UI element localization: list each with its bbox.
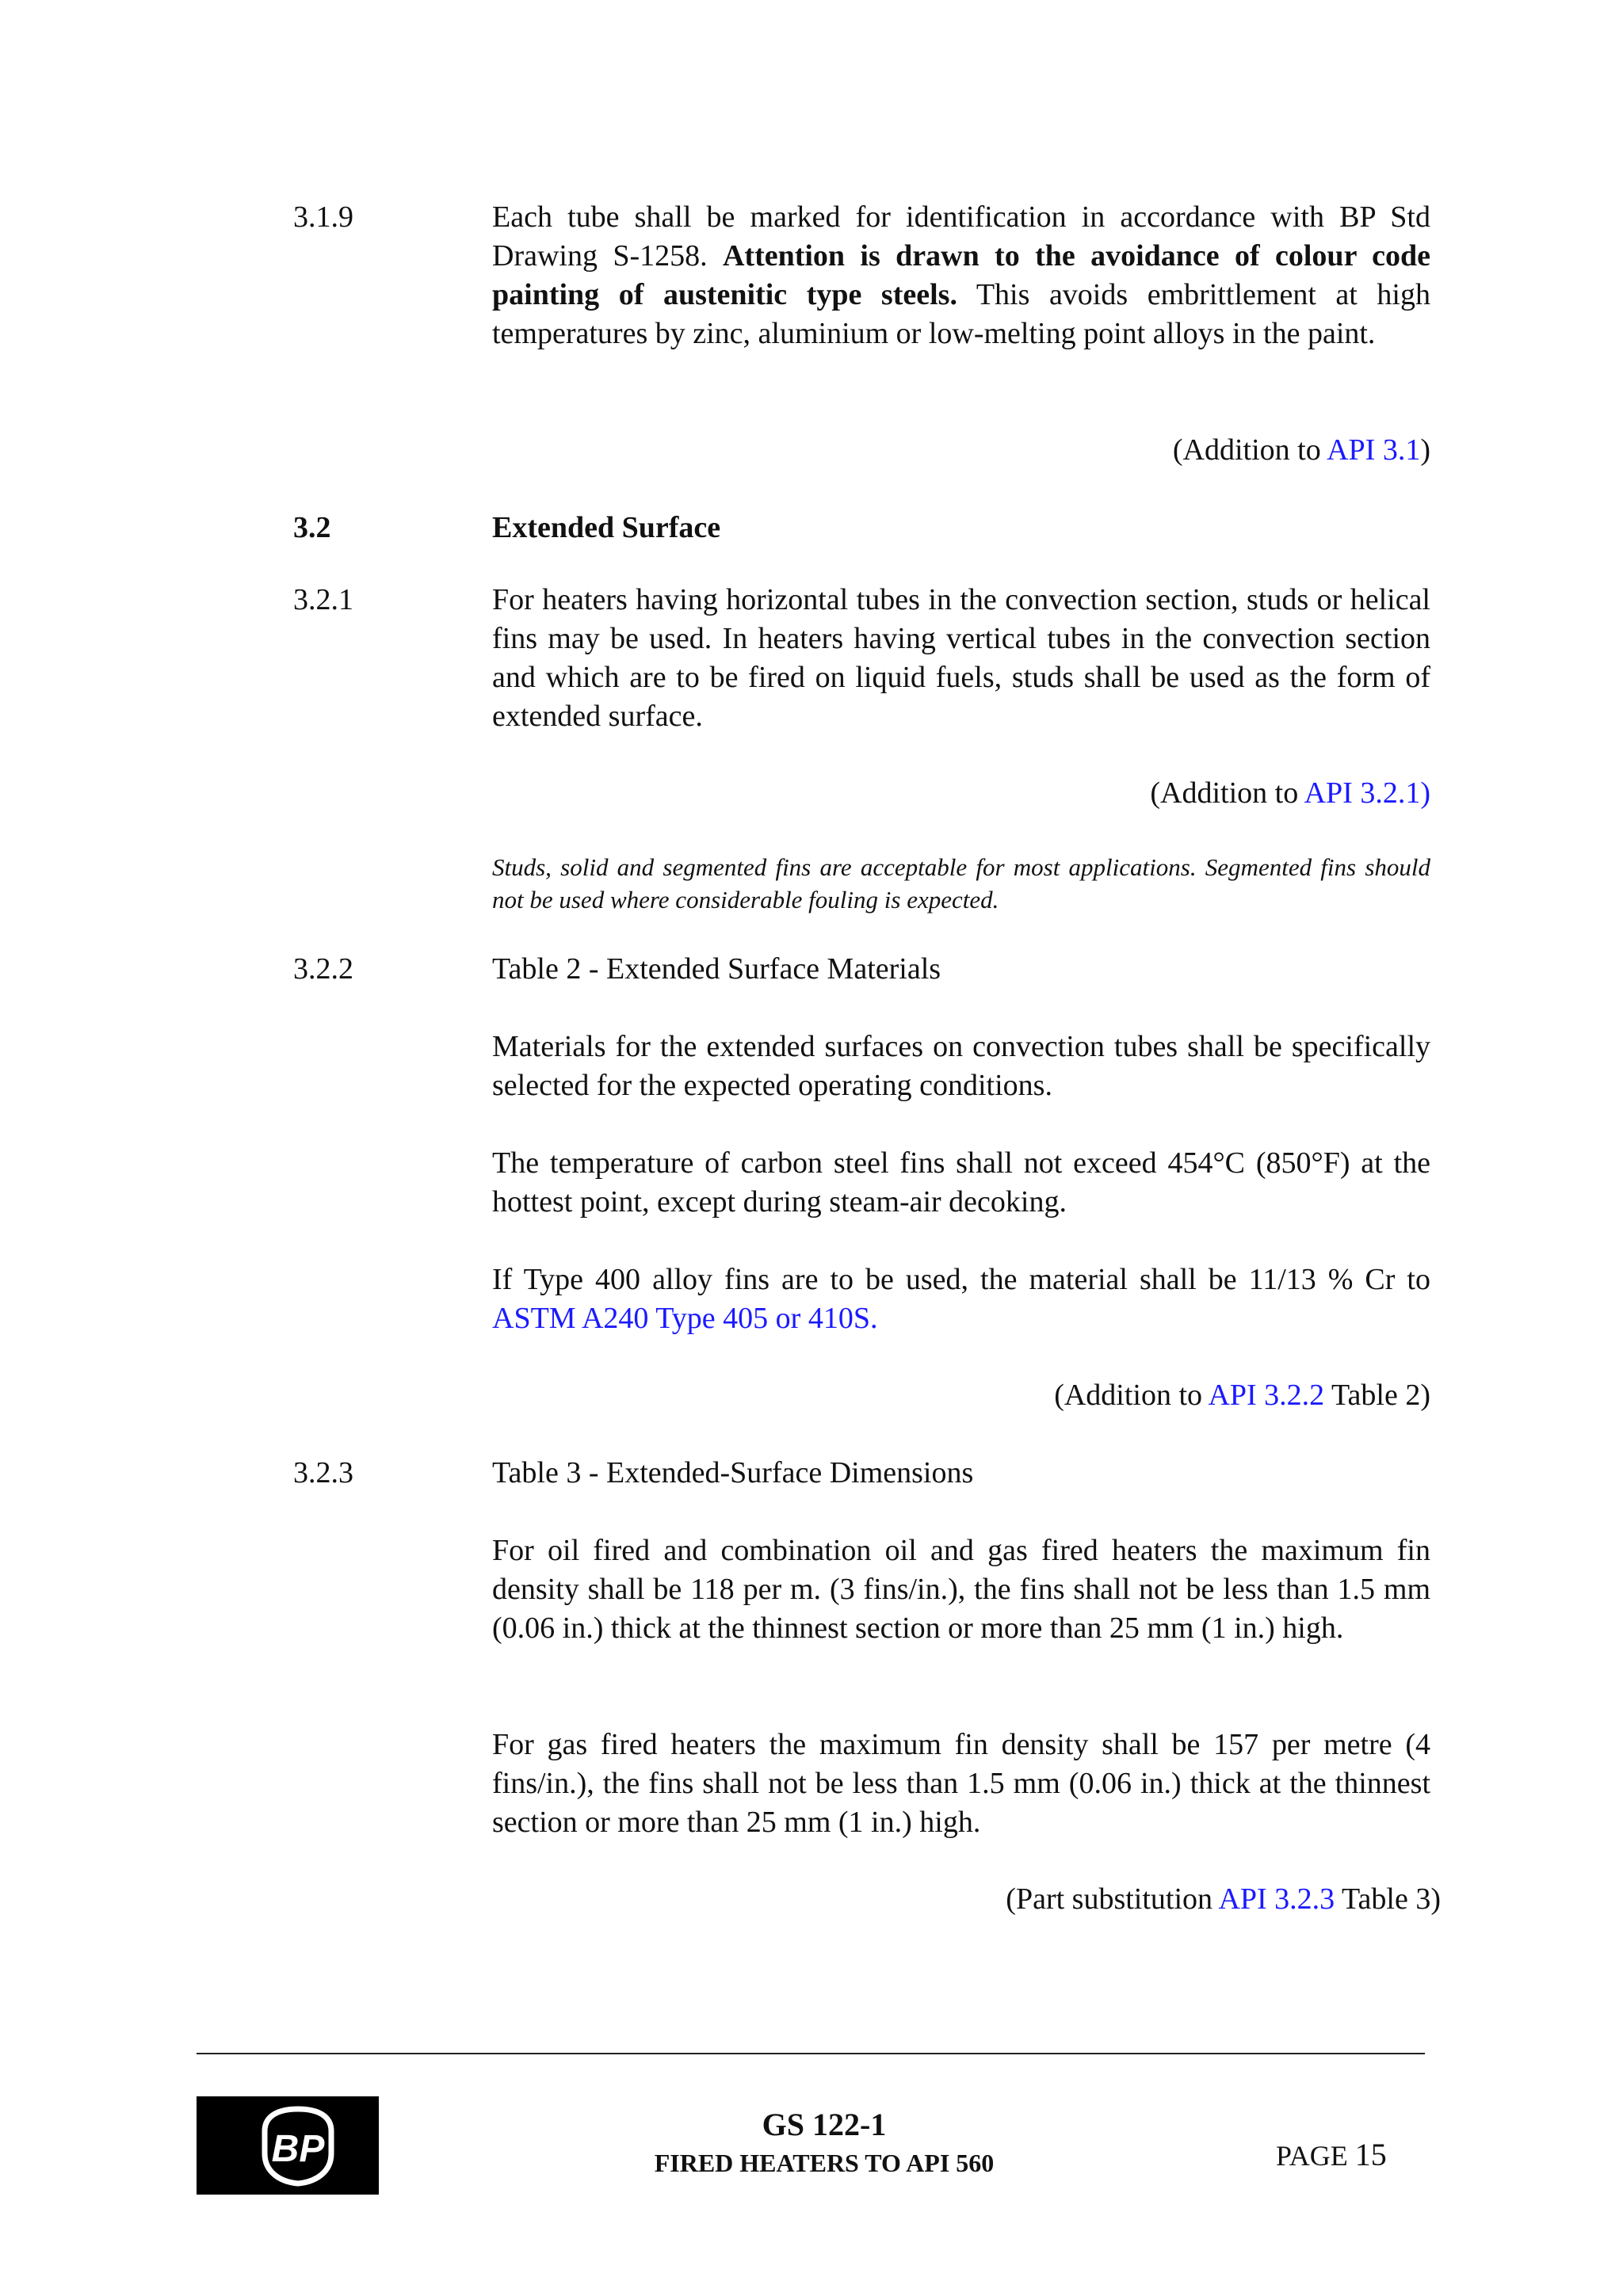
clause-3-2-3-heading: Table 3 - Extended-Surface Dimensions xyxy=(492,1456,974,1489)
api-3-1-link[interactable]: API 3.1 xyxy=(1327,433,1421,467)
reference-prefix: (Addition to xyxy=(1054,1379,1209,1412)
clause-3-2-2-paragraph-3 xyxy=(492,1261,1430,1338)
clause-3-2-2-reference xyxy=(1054,1376,1430,1415)
clause-3-1-9-warning: Attention is drawn to the avoidance of colour code painting of austenitic type steels. xyxy=(492,239,1430,311)
bp-shield-icon xyxy=(197,2096,379,2195)
clause-3-2-2-paragraph-1: Materials for the extended surfaces on convection tubes shall be specifically selected for the expected operating conditions. xyxy=(492,1030,1430,1102)
api-3-2-3-link[interactable]: API 3.2.3 xyxy=(1218,1882,1335,1916)
astm-a240-link[interactable]: ASTM A240 Type 405 or 410S. xyxy=(492,1302,878,1335)
clause-3-2-3-paragraph-1: For oil fired and combination oil and gas fired heaters the maximum fin density shall be 118 per m. (3 fins/in.), the fins shall not be less than 1.5 mm (0.06 in.) thick at the thinnest section or more than 25 mm (1 in.) high. xyxy=(492,1534,1430,1645)
clause-3-1-9-text xyxy=(492,198,1430,353)
clause-3-1-9-text-part1: Each tube shall be marked for identification in accordance with BP Std Drawing S-1258. xyxy=(492,200,1430,273)
section-number-3-2: 3.2 xyxy=(293,511,331,544)
clause-number-3-1-9: 3.1.9 xyxy=(293,200,353,234)
clause-3-1-9-text-part2: This avoids embrittlement at high temperatures by zinc, aluminium or low-melting point alloys in the paint. xyxy=(492,278,1430,350)
document-title: FIRED HEATERS TO API 560 xyxy=(654,2149,995,2177)
reference-prefix: (Addition to xyxy=(1150,776,1304,810)
bp-logo xyxy=(197,2096,379,2195)
reference-suffix: ) xyxy=(1420,433,1430,467)
clause-3-2-3-reference xyxy=(1006,1880,1441,1919)
clause-3-2-2-heading: Table 2 - Extended Surface Materials xyxy=(492,952,941,986)
clause-3-2-2-paragraph-2: The temperature of carbon steel fins shall not exceed 454°C (850°F) at the hottest point, except during steam-air decoking. xyxy=(492,1146,1430,1219)
reference-prefix: (Part substitution xyxy=(1006,1882,1219,1916)
clause-number-3-2-2: 3.2.2 xyxy=(293,952,353,986)
clause-3-1-9-reference xyxy=(1173,431,1430,470)
clause-number-3-2-1: 3.2.1 xyxy=(293,583,353,616)
paragraph-3-text: If Type 400 alloy fins are to be used, the material shall be 11/13 % Cr to xyxy=(492,1263,1430,1296)
api-3-2-1-link[interactable]: API 3.2.1) xyxy=(1304,776,1430,810)
reference-suffix: Table 2) xyxy=(1324,1379,1430,1412)
clause-3-2-1-note: Studs, solid and segmented fins are acceptable for most applications. Segmented fins should not be used where considerable fouling is expected. xyxy=(492,853,1430,913)
section-title-extended-surface: Extended Surface xyxy=(492,511,721,544)
reference-suffix: Table 3) xyxy=(1335,1882,1441,1916)
footer-divider xyxy=(197,2053,1425,2054)
bp-logo-text: BP xyxy=(271,2128,325,2170)
api-3-2-2-link[interactable]: API 3.2.2 xyxy=(1208,1379,1325,1412)
page-label: PAGE xyxy=(1276,2140,1355,2172)
clause-3-2-1-text: For heaters having horizontal tubes in the convection section, studs or helical fins may be used. In heaters having vertical tubes in the convection section and which are to be fired on liquid fuels, studs shall be used as the form of extended surface. xyxy=(492,583,1430,733)
document-code: GS 122-1 xyxy=(762,2107,887,2142)
clause-3-2-1-reference xyxy=(1150,774,1430,813)
reference-prefix: (Addition to xyxy=(1172,433,1327,467)
page-number-value: 15 xyxy=(1354,2137,1387,2172)
clause-3-2-3-paragraph-2: For gas fired heaters the maximum fin density shall be 157 per metre (4 fins/in.), the fins shall not be less than 1.5 mm (0.06 in.) thick at the thinnest section or more than 25 mm (1 in.) high. xyxy=(492,1728,1430,1839)
clause-number-3-2-3: 3.2.3 xyxy=(293,1456,353,1489)
page-number xyxy=(1276,2136,1387,2173)
